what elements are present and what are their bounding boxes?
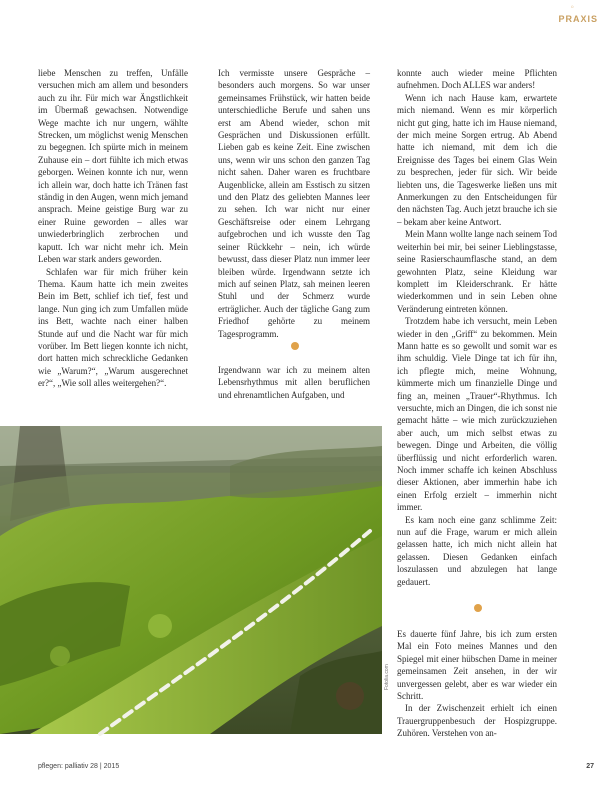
text-column-2: [218, 67, 370, 339]
footer-magazine: pflegen: palliativ 28 | 2015: [38, 763, 120, 770]
paragraph: Schlafen war für mich früher kein Thema. Kaum hatte ich mein zweites Bein im Bett, schlief ich tief, fest und lange. Nun ging ich zum Umfallen müde ins Bett, wachte nach einer halben Stunde auf und die Nacht war für mich vorüber. Im Bett liegen konnte ich nicht, dort hatten mich schreckliche Gedanken wie „Warum?“, „Warum ausgerechnet er?“, „Wie soll alles weitergehen?“.: [38, 266, 188, 389]
moss-log-illustration: [0, 426, 382, 734]
paragraph: Irgendwann war ich zu meinem alten Lebensrhythmus mit allen beruflichen und ehrenamtlichen Aufgaben, und: [218, 365, 370, 400]
paragraph: liebe Menschen zu treffen, Unfälle versuchen mich am allem und besonders auch zu ihr. Für mich war Ängstlichkeit im Übermaß gewachsen. Notwendige Wege machte ich nur ungern, wählte Strecken, um möglichst wenig Menschen zu begegnen. Ich spürte mich in meinem Zuhause ein – dort fühlte ich mich etwas geborgen. Weinen konnte ich nur, wenn ich allein war, doch hatte ich Tränen fast ständig in den Augen, wenn mich jemand ansprach. Meine geistige Burg war zu einer Ruine geworden – alles war unwiederbringlich zerbrochen und kaputt. Ich war nicht mehr ich. Mein Leben war stark anders geworden.: [38, 68, 188, 265]
forest-moss-photo: [0, 426, 382, 734]
text-column-1: [38, 67, 188, 407]
paragraph: Es kam noch eine ganz schlimme Zeit: nun auf die Frage, warum er mich allein gelassen hatte, ich mich nicht allein hat gelassen. Diesen Gedanken einfach loszulassen und abzulegen hat lange gedauert.: [397, 514, 557, 587]
text-column-2-continued: [218, 364, 370, 406]
paragraph: konnte auch wieder meine Pflichten aufnehmen. Doch ALLES war anders!: [397, 68, 557, 91]
text-column-3: [397, 67, 557, 595]
paragraph: Trotzdem habe ich versucht, mein Leben wieder in den „Griff“ zu bekommen. Mein Mann hatte es so gewollt und somit war es ihm schuldig. Viele Dinge tat ich für ihn, ich pflegte mich, meine Wohnung, kümmerte mich um finanzielle Dinge und fing an, meinen „Trauer“-Rhythmus. Ich versuchte, mich an Dingen, die ich sonst nie gemacht hätte – wie mich zurückzuziehen aber auch, um mich selbst etwas zu bewegen. Dinge und Arbeiten, die völlig überflüssig und nicht erforderlich waren. Noch immer schaffe ich keinen Abschluss dieser Aktionen, aber immerhin habe ich einen Erfolg erzielt – immerhin nicht immer.: [397, 316, 557, 513]
paragraph: In der Zwischenzeit erhielt ich einen Trauergruppenbesuch der Hospizgruppe. Zuhören. Verstehen von an-: [397, 703, 557, 739]
section-divider-dot-icon: [474, 604, 482, 612]
text-column-3-continued: [397, 628, 557, 743]
section-divider-dot-icon: [291, 342, 299, 350]
header-decoration-icon: ◦: [570, 2, 574, 13]
paragraph: Ich vermisste unsere Gespräche – besonders auch morgens. So war unser gemeinsames Frühstück, wir hatten beide unterschiedliche Berufe und sahen uns erst am Abend wieder, schon mit Gesprächen und Diskussionen erfüllt. Lieben gab es keine Zeit. Eine zwischen uns, wenn wir uns schon den ganzen Tag nicht sahen. Daher waren es fruchtbare Augenblicke, allein am Esstisch zu sitzen und den Platz des geliebten Mannes leer zu sehen. Ich war nicht nur einer Geschäftsreise oder einem Lehrgang aufgebrochen und ich wusste den Tag seiner Rückkehr – nein, ich würde bewusst, dass dieser Platz nun immer leer bleiben würde. Irgendwann setzte ich mich auf seinen Platz, sah meinen leeren Stuhl und der Schmerz wurde erträglicher. Auch der tägliche Gang zum Friedhof gehörte zu meinem Tagesprogramm.: [218, 68, 370, 339]
photo-credit: Fotolia.com: [384, 664, 390, 690]
paragraph: Es dauerte fünf Jahre, bis ich zum ersten Mal ein Foto meines Mannes und den Spiegel mit einer hübschen Dame in meiner gemeinsamen Zeit ansehen, in der wir unvergessen gelebt, aber es war wieder ein Schritt.: [397, 629, 557, 702]
paragraph: Wenn ich nach Hause kam, erwartete mich niemand. Wenn es mir körperlich nicht gut ging, hatte ich im Hause niemand, der mich meine Sorgen ertrug. Ab Abend hatte ich niemand, mit dem ich die Ereignisse des Tages bei einem Glas Wein zu besprechen, jeder für sich. Wir beide liebten uns, die Tageswerke ließen uns mit Anmerkungen zu den Entscheidungen für den nächsten Tag. Auch jetzt brauche ich sie – bekam aber keine Antwort.: [397, 92, 557, 227]
page-number: 27: [586, 763, 594, 770]
section-label: PRAXIS: [558, 14, 598, 24]
paragraph: Mein Mann wollte lange nach seinem Tod weiterhin bei mir, bei seiner Lieblingstasse, seine Rasierschaumflasche stand, an dem gewohnten Platz, seine Kleidung war komplett im Kleiderschrank. Er hätte wiederkommen und in sein Leben ohne Veränderung eintreten können.: [397, 229, 557, 314]
